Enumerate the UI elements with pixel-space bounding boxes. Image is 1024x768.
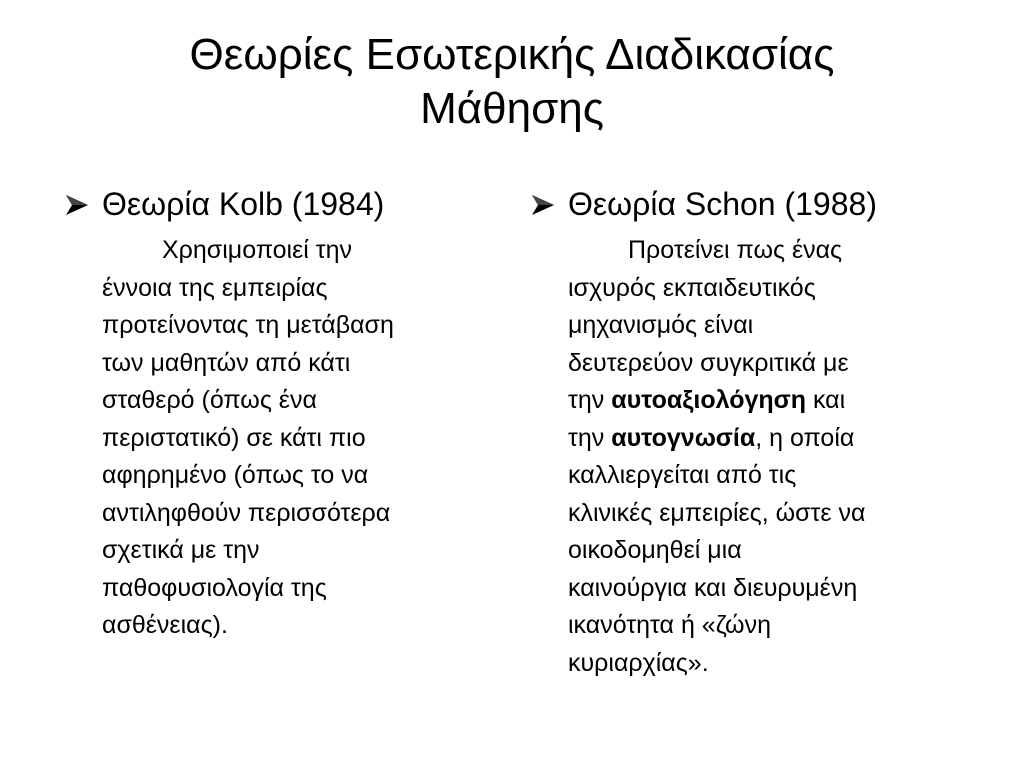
schon-line-11: ικανότητα ή «ζώνη [568,611,771,639]
schon-line-2: ισχυρός εκπαιδευτικός [568,273,816,302]
schon-line-12: κυριαρχίας». [568,648,709,677]
kolb-line-7: αφηρημένο (όπως το να [102,461,369,489]
kolb-column [62,182,492,645]
kolb-line-5: σταθερό (όπως ένα [102,386,317,414]
self-awareness-term: αυτογνωσία [611,423,756,452]
self-assessment-term: αυτοαξιολόγηση [611,386,807,414]
schon-line-6 [568,420,968,458]
schon-line-9: οικοδομηθεί μια [568,536,742,564]
schon-line-8: κλινικές εμπειρίες, ώστε να [568,498,866,527]
kolb-line-1: Χρησιμοποιεί την [162,236,353,264]
schon-line-7: καλλιεργείται από τις [568,461,797,489]
schon-line-6-prefix: την [568,423,612,452]
kolb-line-8: αντιληφθούν περισσότερα [102,498,391,527]
schon-line-10: καινούργια και διευρυμένη [568,573,858,602]
slide-title-line-2: Μάθησης [420,84,604,133]
schon-description [568,232,968,682]
schon-heading-item [528,182,968,226]
schon-line-5-suffix: και [806,386,846,414]
schon-heading: Θεωρία Schon (1988) [568,186,877,222]
slide-title [60,28,964,136]
kolb-line-2: έννοια της εμπειρίας [102,273,328,302]
kolb-heading: Θεωρία Kolb (1984) [102,186,385,222]
schon-line-5-prefix: την [568,386,612,414]
schon-line-5 [568,382,968,420]
kolb-line-4: των μαθητών από κάτι [102,348,351,377]
schon-column [528,182,968,682]
schon-line-1: Προτείνει πως ένας [628,236,843,264]
kolb-line-6: περιστατικό) σε κάτι πιο [102,423,366,452]
kolb-description [102,232,492,645]
arrow-bullet-icon [528,182,560,226]
kolb-line-10: παθοφυσιολογία της [102,573,327,602]
slide-title-line-1: Θεωρίες Εσωτερικής Διαδικασίας [189,30,835,79]
kolb-line-11: ασθένειας). [102,611,228,639]
arrow-bullet-icon [62,182,94,226]
kolb-line-3: προτείνοντας τη μετάβαση [102,311,394,339]
kolb-line-9: σχετικά με την [102,536,260,564]
schon-line-4: δευτερεύον συγκριτικά με [568,348,849,377]
kolb-heading-item [62,182,492,226]
schon-line-6-suffix: , η οποία [755,423,855,452]
schon-line-3: μηχανισμός είναι [568,311,754,339]
